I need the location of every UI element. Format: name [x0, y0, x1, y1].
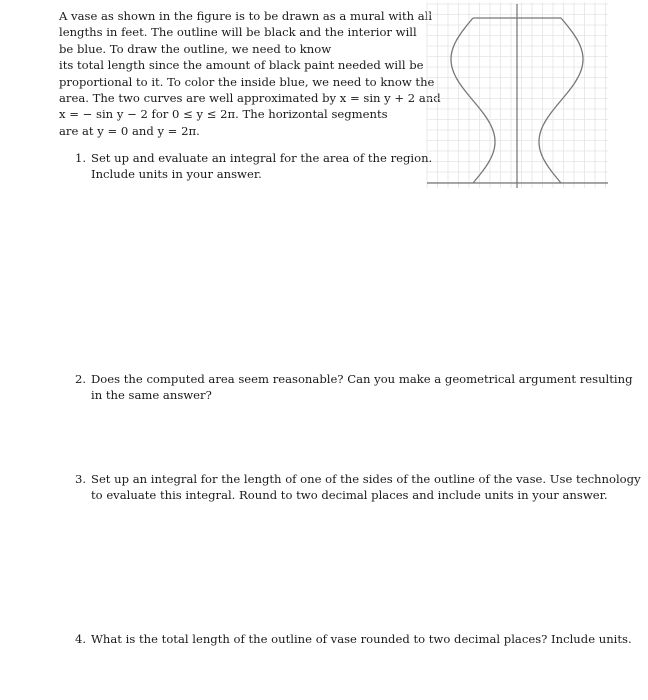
intro-line: are at y = 0 and y = 2π. [59, 123, 200, 138]
intro-line: proportional to it. To color the inside blue, we need to know the [59, 74, 435, 89]
question-text: Include units in your answer. [91, 167, 262, 182]
intro-line: its total length since the amount of black paint needed will be [59, 58, 424, 73]
intro-line: A vase as shown in the figure is to be drawn as a mural with all [59, 9, 433, 23]
question-text: Set up an integral for the length of one of the sides of the outline of the vase. Use technology [91, 472, 641, 486]
question-text: Does the computed area seem reasonable? Can you make a geometrical argument resulting [91, 372, 633, 386]
question-number: 2. [75, 372, 87, 386]
problem-intro [59, 8, 441, 139]
question-text: in the same answer? [91, 388, 212, 403]
intro-line: be blue. To draw the outline, we need to know [59, 41, 332, 56]
question-number: 4. [75, 632, 87, 646]
vase-figure [425, 0, 610, 190]
vase-left-curve [451, 18, 495, 183]
intro-line: x = − sin y − 2 for 0 ≤ y ≤ 2π. The horizontal segments [59, 107, 388, 122]
intro-line: area. The two curves are well approximated by x = sin y + 2 and [59, 91, 441, 106]
question-number: 1. [75, 151, 87, 165]
question-text: What is the total length of the outline of vase rounded to two decimal places? Include units. [91, 632, 632, 646]
intro-line: lengths in feet. The outline will be black and the interior will [59, 25, 417, 40]
question-number: 3. [75, 472, 87, 486]
question-text: Set up and evaluate an integral for the area of the region. [91, 151, 433, 165]
vase-right-curve [539, 18, 583, 183]
question-text: to evaluate this integral. Round to two decimal places and include units in your answer. [91, 488, 608, 503]
vase-graph [425, 0, 610, 190]
